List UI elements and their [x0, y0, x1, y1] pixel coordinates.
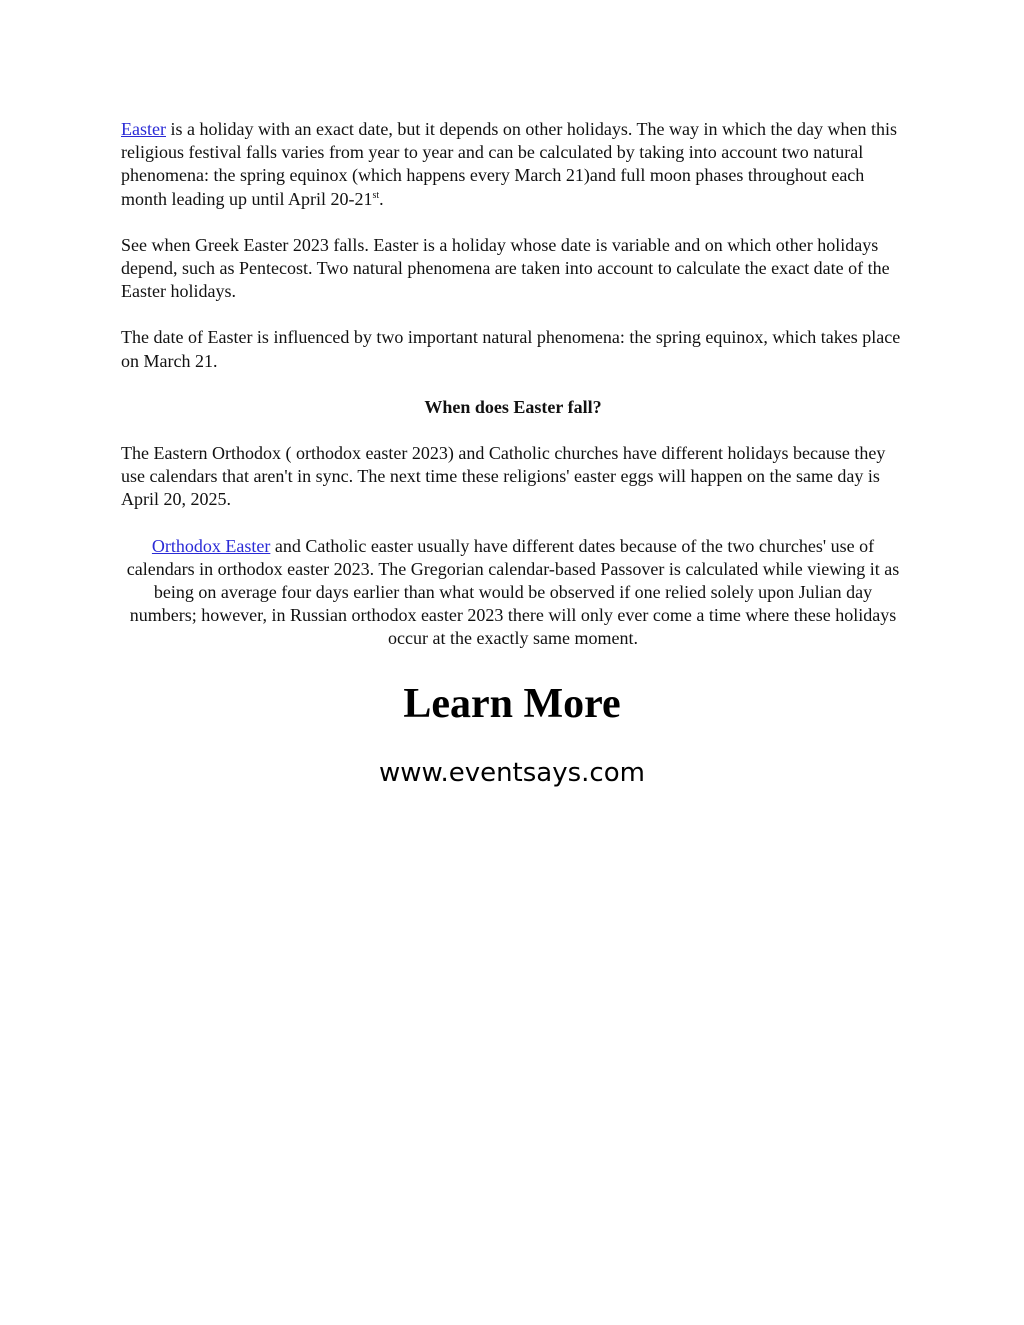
- paragraph-intro-text: is a holiday with an exact date, but it depends on other holidays. The way in which the day when this religious festival falls varies from year to year and can be calculated by taking into account two natural phenomena: the spring equinox (which happens every March 21)and full moon phases throughout each month leading up until April 20-21: [121, 119, 897, 209]
- easter-link[interactable]: Easter: [121, 119, 166, 139]
- website-url: www.eventsays.com: [379, 758, 645, 788]
- paragraph-eastern-orthodox: The Eastern Orthodox ( orthodox easter 2023) and Catholic churches have different holidays because they use calendars that aren't in sync. The next time these religions' easter eggs will happen on the same day is April 20, 2025.: [121, 443, 886, 510]
- orthodox-easter-link[interactable]: Orthodox Easter: [151, 535, 271, 556]
- paragraph-natural-phenomena: The date of Easter is influenced by two important natural phenomena: the spring equinox, which takes place on March 21.: [121, 327, 901, 371]
- section-heading: When does Easter fall?: [424, 396, 602, 417]
- paragraph-orthodox-easter-text: and Catholic easter usually have different dates because of the two churches' use of calendars in orthodox easter 2023. The Gregorian calendar-based Passover is calculated while viewing it as being on average four days earlier than what would be observed if one relied solely upon Julian day numbers; however, in Russian orthodox easter 2023 there will only ever come a time where these holidays occur at the exactly same moment.: [126, 535, 900, 649]
- paragraph-intro: [121, 118, 905, 211]
- document-body: [121, 118, 905, 674]
- ordinal-suffix: st: [372, 189, 380, 201]
- learn-more-heading: Learn More: [403, 681, 621, 727]
- paragraph-orthodox-easter: [121, 535, 905, 651]
- paragraph-greek-easter: See when Greek Easter 2023 falls. Easter is a holiday whose date is variable and on which other holidays depend, such as Pentecost. Two natural phenomena are taken into account to calculate the exact date of the Easter holidays.: [121, 234, 890, 302]
- paragraph-intro-end: .: [379, 188, 384, 209]
